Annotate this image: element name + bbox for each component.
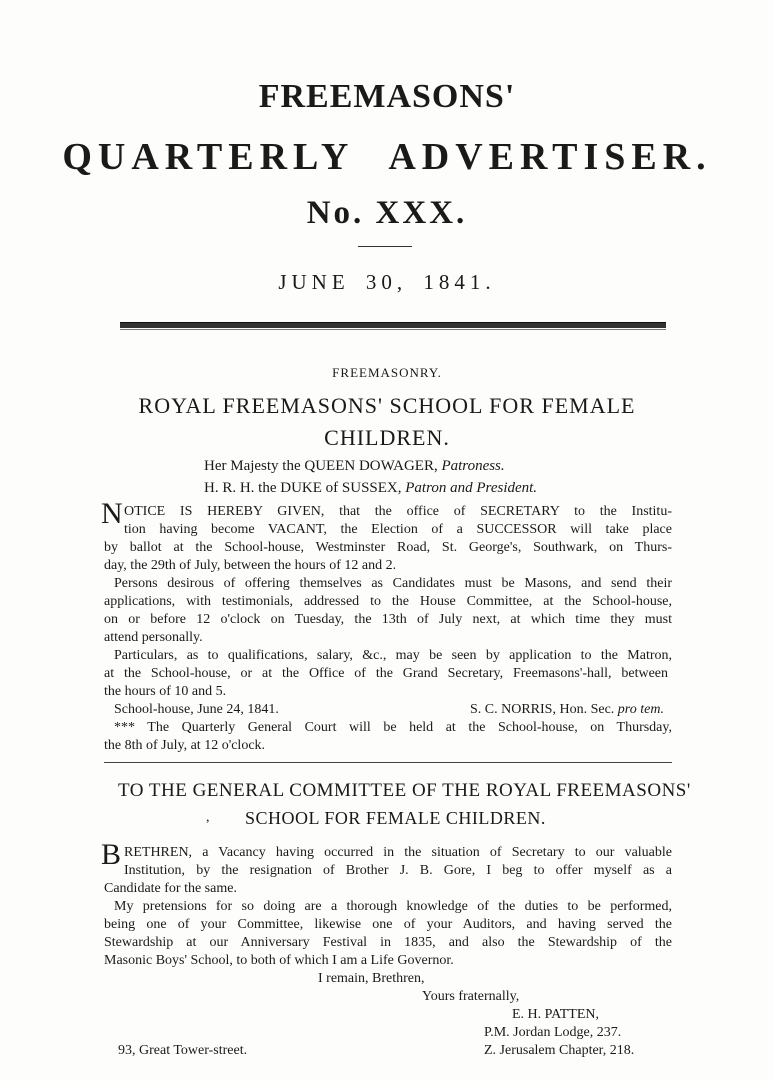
letter-drop-cap: B: [101, 838, 122, 871]
letter-line: Masonic Boys' School, to both of which I am a Life Governor.: [104, 953, 454, 968]
notice-line: at the School-house, or at the Office of the Grand Secretary, Freemasons'-hall, between: [104, 666, 668, 681]
notice-signature: S. C. NORRIS, Hon. Sec. pro tem.: [470, 702, 664, 717]
patron-line: H. R. H. the DUKE of SUSSEX, Patron and President.: [204, 480, 538, 496]
notice-line: day, the 29th of July, between the hours of 12 and 2.: [104, 558, 397, 573]
letter-signatory: E. H. PATTEN,: [512, 1007, 599, 1022]
title-quarterly-advertiser: QUARTERLY ADVERTISER.: [62, 136, 712, 178]
letter-line: Institution, by the resignation of Brother J. B. Gore, I beg to offer myself as a: [124, 863, 672, 878]
issue-date: JUNE 30, 1841.: [278, 270, 496, 294]
title-freemasons: FREEMASONS': [258, 78, 516, 115]
letter-closing: I remain, Brethren,: [318, 971, 425, 986]
short-divider: [358, 246, 412, 247]
notice-line: the hours of 10 and 5.: [104, 684, 227, 699]
letter-valediction: Yours fraternally,: [422, 989, 520, 1004]
letter-line: RETHREN, a Vacancy having occurred in the situation of Secretary to our valuable: [124, 845, 672, 860]
notice-line: on or before 12 o'clock on Tuesday, the 13th of July next, at which time they must: [104, 612, 672, 627]
court-notice-line: the 8th of July, at 12 o'clock.: [104, 738, 266, 753]
notice-line: attend personally.: [104, 630, 203, 645]
notice-drop-cap: N: [101, 497, 123, 530]
notice-line: tion having become VACANT, the Election of a SUCCESSOR will take place: [124, 522, 672, 537]
notice-line: by ballot at the School-house, Westminster Road, St. George's, Southwark, on Thurs-: [104, 540, 672, 555]
school-title-line1: ROYAL FREEMASONS' SCHOOL FOR FEMALE: [138, 393, 636, 418]
letter-line: Stewardship at our Anniversary Festival in 1835, and also the Stewardship of the: [104, 935, 672, 950]
letter-line: Candidate for the same.: [104, 881, 237, 896]
notice-line: Persons desirous of offering themselves as Candidates must be Masons, and send their: [114, 576, 672, 591]
letter-heading-line2: SCHOOL FOR FEMALE CHILDREN.: [245, 808, 546, 828]
notice-line: Particulars, as to qualifications, salary, &c., may be seen by application to the Matron,: [114, 648, 672, 663]
heavy-divider: [120, 322, 666, 328]
notice-line: OTICE IS HEREBY GIVEN, that the office of SECRETARY to the Institu-: [124, 504, 672, 519]
notice-dateline: School-house, June 24, 1841.: [114, 702, 279, 717]
letter-heading-mark: ,: [206, 810, 210, 825]
heavy-divider-underline: [120, 329, 666, 330]
letter-line: being one of your Committee, likewise one of your Auditors, and having served the: [104, 917, 672, 932]
issue-number: No. XXX.: [306, 195, 468, 231]
court-notice-line: *** The Quarterly General Court will be held at the School-house, on Thursday,: [114, 720, 672, 735]
letter-chapter: Z. Jerusalem Chapter, 218.: [484, 1043, 635, 1058]
patroness-line: Her Majesty the QUEEN DOWAGER, Patroness.: [204, 458, 505, 474]
notice-line: applications, with testimonials, addressed to the House Committee, at the School-house,: [104, 594, 672, 609]
letter-lodge: P.M. Jordan Lodge, 237.: [484, 1025, 622, 1040]
letter-heading-line1: TO THE GENERAL COMMITTEE OF THE ROYAL FREEMASONS': [118, 780, 691, 801]
section-divider: [104, 762, 672, 763]
section-kicker: FREEMASONRY.: [332, 365, 442, 380]
letter-address: 93, Great Tower-street.: [118, 1043, 248, 1058]
letter-line: My pretensions for so doing are a thorough knowledge of the duties to be performed,: [114, 899, 672, 914]
school-title-line2: CHILDREN.: [324, 425, 450, 450]
